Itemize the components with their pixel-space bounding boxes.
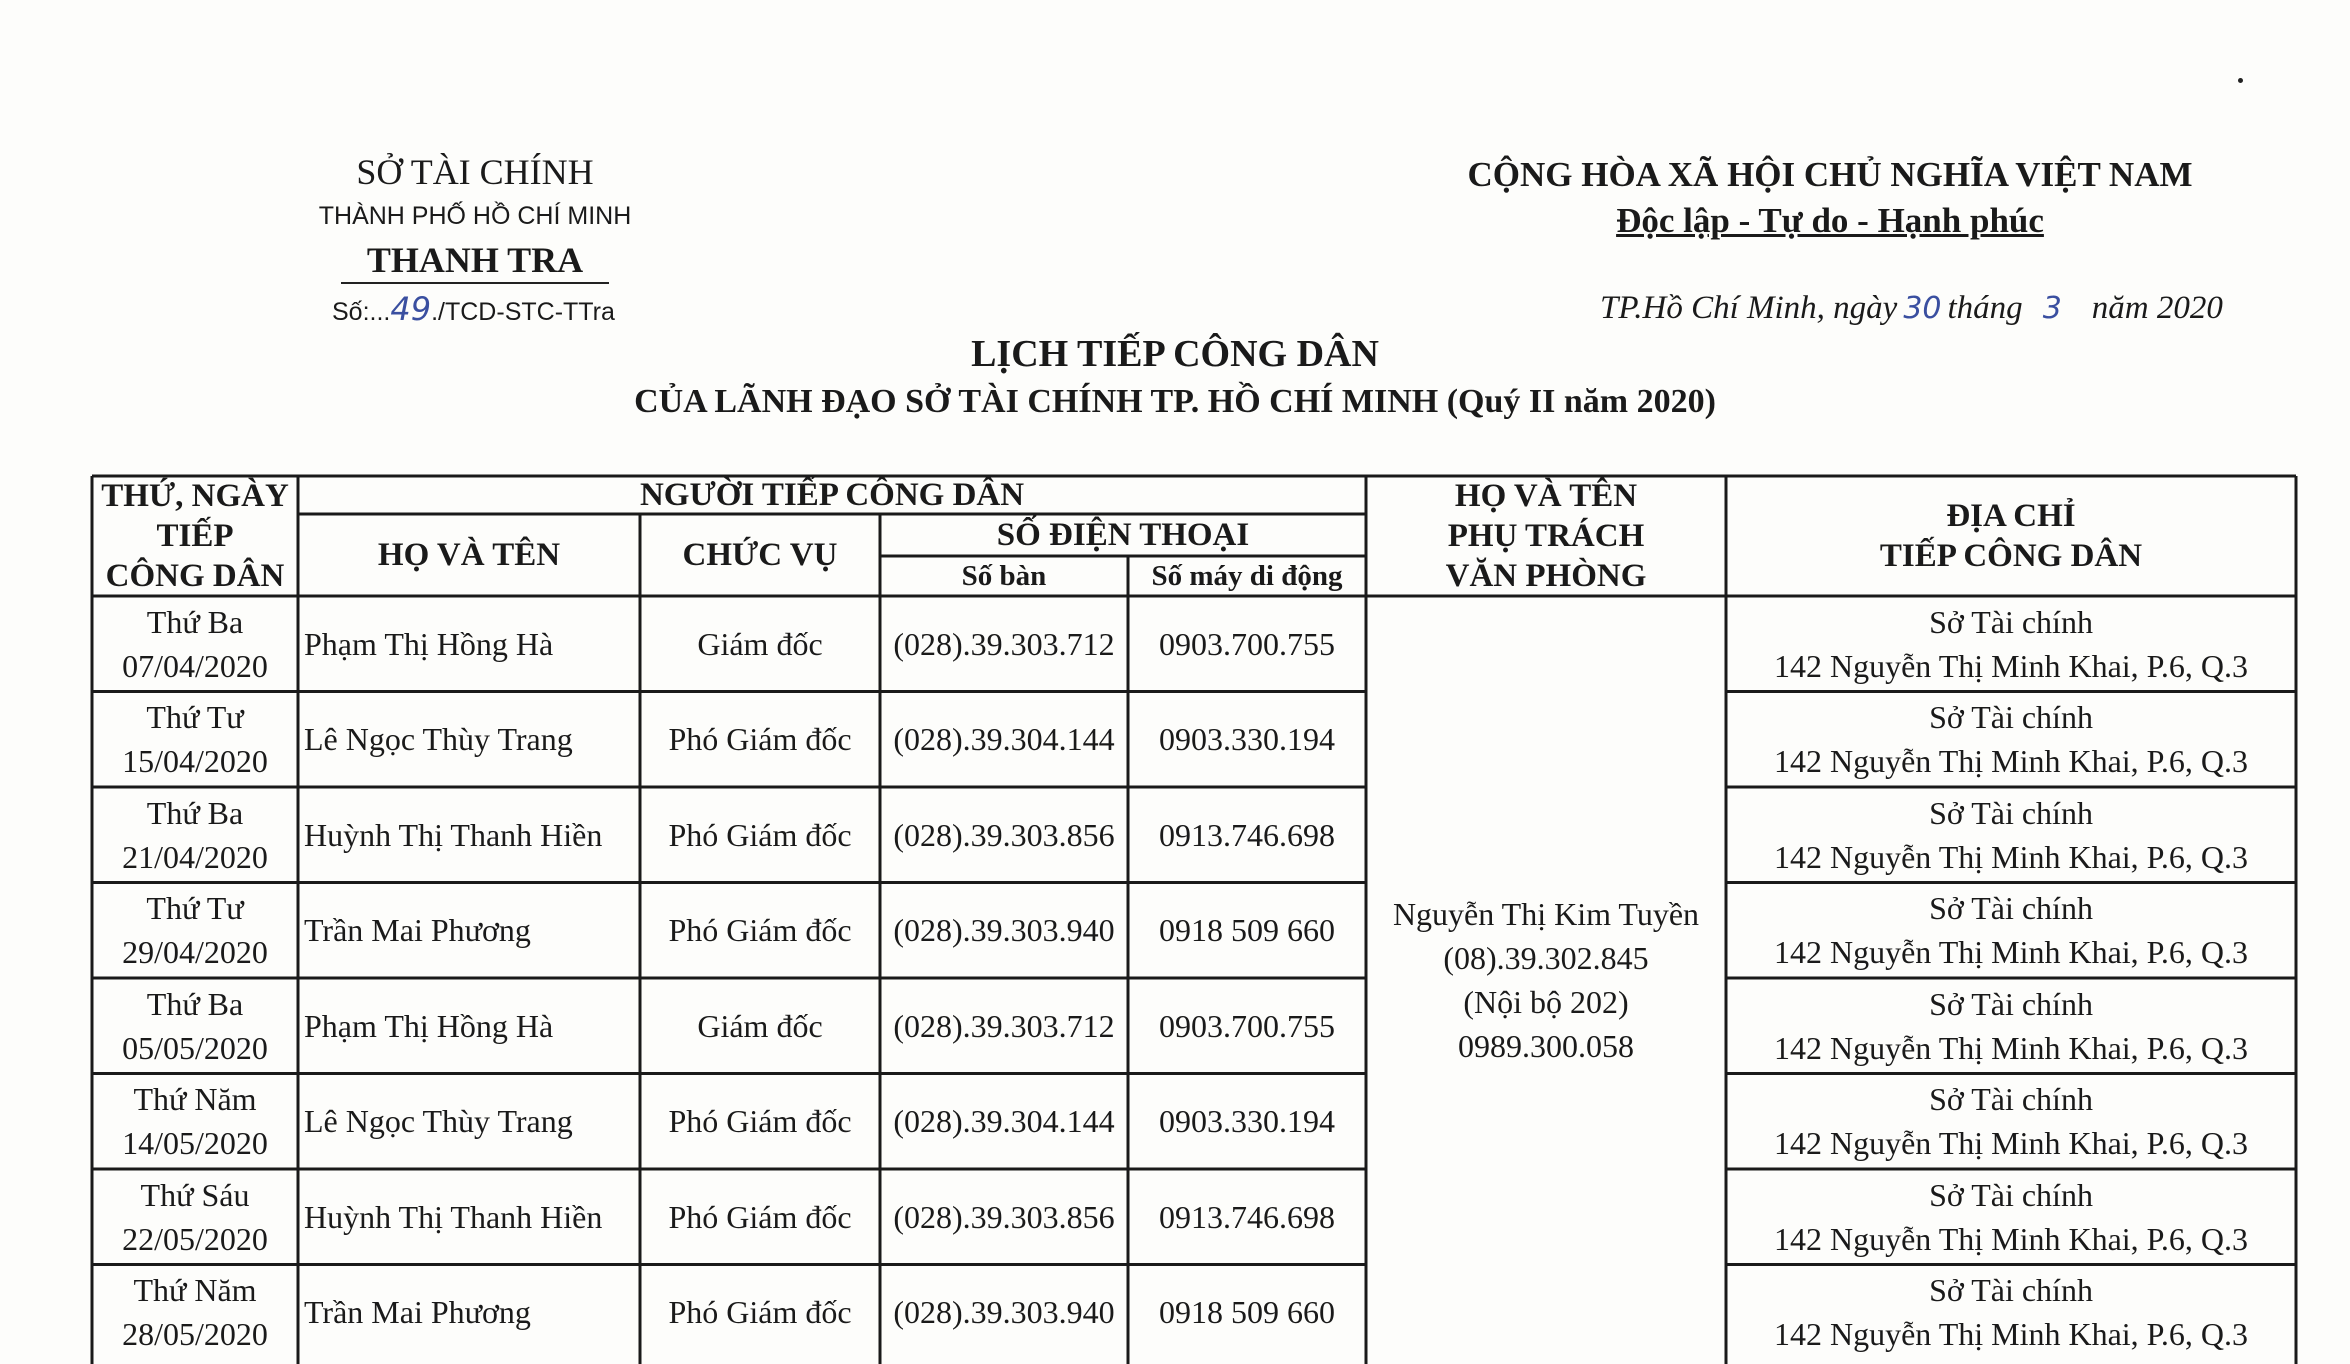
address-line-2: 142 Nguyễn Thị Minh Khai, P.6, Q.3 bbox=[1773, 647, 2249, 684]
header-name: HỌ VÀ TÊN bbox=[377, 537, 561, 573]
row-day-cell bbox=[92, 596, 298, 692]
nation-name: CỘNG HÒA XÃ HỘI CHỦ NGHĨA VIỆT NAM bbox=[1467, 155, 2193, 194]
row-desk-cell: (028).39.304.144 bbox=[893, 1103, 1115, 1140]
row-weekday: Thứ Năm bbox=[133, 1081, 257, 1118]
row-position-cell: Phó Giám đốc bbox=[668, 1294, 852, 1331]
row-position-cell: Phó Giám đốc bbox=[668, 721, 852, 758]
row-name-cell: Huỳnh Thị Thanh Hiền bbox=[304, 816, 603, 853]
address-line-1: Sở Tài chính bbox=[1929, 1176, 2093, 1213]
row-weekday: Thứ Ba bbox=[146, 985, 244, 1022]
address-line-2: 142 Nguyễn Thị Minh Khai, P.6, Q.3 bbox=[1773, 1125, 2249, 1162]
row-date: 07/04/2020 bbox=[122, 647, 268, 684]
row-desk-cell: (028).39.303.712 bbox=[893, 1007, 1115, 1044]
row-name-cell: Huỳnh Thị Thanh Hiền bbox=[304, 1198, 603, 1235]
row-mobile-cell: 0903.700.755 bbox=[1159, 1007, 1335, 1044]
row-day-cell bbox=[92, 883, 298, 979]
handwritten-number: 49 bbox=[390, 290, 432, 328]
row-position-cell: Giám đốc bbox=[697, 625, 823, 662]
row-mobile-cell: 0913.746.698 bbox=[1159, 816, 1335, 853]
row-day-cell bbox=[92, 1265, 298, 1361]
address-line-2: 142 Nguyễn Thị Minh Khai, P.6, Q.3 bbox=[1773, 1316, 2249, 1353]
row-name-cell: Trần Mai Phương bbox=[304, 912, 531, 949]
address-line-1: Sở Tài chính bbox=[1929, 603, 2093, 640]
office-contact-mobile: 0989.300.058 bbox=[1457, 1028, 1634, 1064]
row-weekday: Thứ Sáu bbox=[140, 1176, 250, 1213]
header-phone-group: SỐ ĐIỆN THOẠI bbox=[996, 517, 1250, 553]
address-line-2: 142 Nguyễn Thị Minh Khai, P.6, Q.3 bbox=[1773, 1220, 2249, 1257]
row-address-cell bbox=[1726, 787, 2296, 883]
row-address-cell bbox=[1726, 1265, 2296, 1361]
office-contact-name: Nguyễn Thị Kim Tuyền bbox=[1392, 896, 1700, 932]
row-weekday: Thứ Ba bbox=[146, 603, 244, 640]
office-contact-cell bbox=[1366, 596, 1726, 1364]
office-contact-phone: (08).39.302.845 bbox=[1443, 940, 1649, 976]
row-date: 14/05/2020 bbox=[122, 1125, 268, 1162]
document-number: Số:...49./TCD-STC-TTra bbox=[332, 290, 615, 328]
row-date: 29/04/2020 bbox=[122, 934, 268, 971]
row-address-cell bbox=[1726, 1169, 2296, 1265]
row-address-cell bbox=[1726, 978, 2296, 1074]
row-date: 21/04/2020 bbox=[122, 838, 268, 875]
date-line: TP.Hồ Chí Minh, ngày 30 tháng 3 năm 2020 bbox=[1600, 290, 2223, 326]
row-name-cell: Phạm Thị Hồng Hà bbox=[304, 625, 554, 662]
row-date: 15/04/2020 bbox=[122, 743, 268, 780]
title-line-2: CỦA LÃNH ĐẠO SỞ TÀI CHÍNH TP. HỒ CHÍ MINH (Quý II năm 2020) bbox=[634, 383, 1716, 420]
row-desk-cell: (028).39.303.856 bbox=[893, 816, 1115, 853]
row-desk-cell: (028).39.303.940 bbox=[893, 912, 1115, 949]
office-contact-ext: (Nội bộ 202) bbox=[1463, 984, 1629, 1020]
row-mobile-cell: 0903.700.755 bbox=[1159, 625, 1335, 662]
row-desk-cell: (028).39.303.712 bbox=[893, 625, 1115, 662]
row-mobile-cell: 0903.330.194 bbox=[1159, 721, 1335, 758]
row-weekday: Thứ Ba bbox=[146, 794, 244, 831]
address-line-2: 142 Nguyễn Thị Minh Khai, P.6, Q.3 bbox=[1773, 934, 2249, 971]
row-day-cell bbox=[92, 1169, 298, 1265]
row-desk-cell: (028).39.303.856 bbox=[893, 1198, 1115, 1235]
address-line-1: Sở Tài chính bbox=[1929, 890, 2093, 927]
row-name-cell: Phạm Thị Hồng Hà bbox=[304, 1007, 554, 1044]
row-weekday: Thứ Tư bbox=[146, 699, 244, 736]
row-day-cell bbox=[92, 692, 298, 788]
header-office: HỌ VÀ TÊN PHỤ TRÁCH VĂN PHÒNG bbox=[1445, 478, 1647, 594]
row-address-cell bbox=[1726, 692, 2296, 788]
national-motto: Độc lập - Tự do - Hạnh phúc bbox=[1616, 201, 2044, 240]
row-date: 22/05/2020 bbox=[122, 1220, 268, 1257]
header-address: ĐỊA CHỈ TIẾP CÔNG DÂN bbox=[1879, 498, 2143, 574]
header-receiver-group: NGƯỜI TIẾP CÔNG DÂN bbox=[639, 477, 1025, 513]
header-mobile-phone: Số máy di động bbox=[1151, 560, 1343, 592]
row-position-cell: Giám đốc bbox=[697, 1007, 823, 1044]
address-line-1: Sở Tài chính bbox=[1929, 985, 2093, 1022]
scan-speck bbox=[2238, 78, 2243, 83]
row-day-cell bbox=[92, 1074, 298, 1170]
handwritten-day: 30 bbox=[1903, 291, 1942, 326]
handwritten-month: 3 bbox=[2042, 291, 2062, 326]
row-day-cell bbox=[92, 787, 298, 883]
row-name-cell: Lê Ngọc Thùy Trang bbox=[304, 1103, 573, 1140]
header-desk-phone: Số bàn bbox=[961, 560, 1047, 592]
row-address-cell bbox=[1726, 1074, 2296, 1170]
agency-unit: THANH TRA bbox=[366, 240, 584, 280]
address-line-2: 142 Nguyễn Thị Minh Khai, P.6, Q.3 bbox=[1773, 743, 2249, 780]
row-address-cell bbox=[1726, 883, 2296, 979]
row-position-cell: Phó Giám đốc bbox=[668, 1103, 852, 1140]
row-position-cell: Phó Giám đốc bbox=[668, 1198, 852, 1235]
row-weekday: Thứ Tư bbox=[146, 890, 244, 927]
row-desk-cell: (028).39.304.144 bbox=[893, 721, 1115, 758]
row-mobile-cell: 0918 509 660 bbox=[1159, 1294, 1335, 1331]
row-mobile-cell: 0903.330.194 bbox=[1159, 1103, 1335, 1140]
row-mobile-cell: 0918 509 660 bbox=[1159, 912, 1335, 949]
header-position: CHỨC VỤ bbox=[682, 537, 838, 573]
row-position-cell: Phó Giám đốc bbox=[668, 912, 852, 949]
row-date: 28/05/2020 bbox=[122, 1316, 268, 1353]
header-day: THỨ, NGÀY TIẾP CÔNG DÂN bbox=[101, 478, 289, 594]
agency-city: THÀNH PHỐ HỒ CHÍ MINH bbox=[318, 202, 632, 230]
row-date: 05/05/2020 bbox=[122, 1029, 268, 1066]
address-line-1: Sở Tài chính bbox=[1929, 1272, 2093, 1309]
row-weekday: Thứ Năm bbox=[133, 1272, 257, 1309]
title-line-1: LỊCH TIẾP CÔNG DÂN bbox=[971, 333, 1379, 375]
row-name-cell: Lê Ngọc Thùy Trang bbox=[304, 721, 573, 758]
row-mobile-cell: 0913.746.698 bbox=[1159, 1198, 1335, 1235]
row-day-cell bbox=[92, 978, 298, 1074]
row-address-cell bbox=[1726, 596, 2296, 692]
address-line-1: Sở Tài chính bbox=[1929, 699, 2093, 736]
address-line-2: 142 Nguyễn Thị Minh Khai, P.6, Q.3 bbox=[1773, 1029, 2249, 1066]
address-line-2: 142 Nguyễn Thị Minh Khai, P.6, Q.3 bbox=[1773, 838, 2249, 875]
agency-name: SỞ TÀI CHÍNH bbox=[356, 152, 594, 192]
row-position-cell: Phó Giám đốc bbox=[668, 816, 852, 853]
row-desk-cell: (028).39.303.940 bbox=[893, 1294, 1115, 1331]
address-line-1: Sở Tài chính bbox=[1929, 794, 2093, 831]
row-name-cell: Trần Mai Phương bbox=[304, 1294, 531, 1331]
address-line-1: Sở Tài chính bbox=[1929, 1081, 2093, 1118]
